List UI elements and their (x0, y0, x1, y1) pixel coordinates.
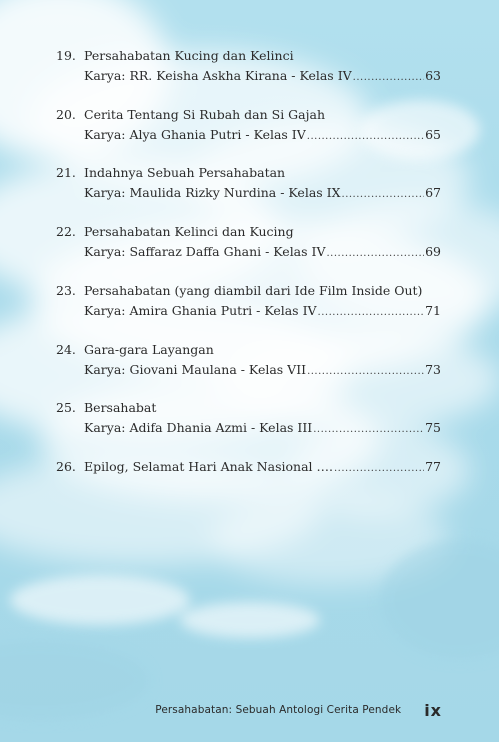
entry-page-number: 71 (425, 303, 441, 318)
dot-leader (313, 420, 424, 440)
entry-author: Karya: Maulida Rizky Nurdina - Kelas IX (84, 185, 341, 200)
dot-leader (327, 244, 425, 264)
entry-title-line (84, 457, 441, 479)
entry-author: Karya: Saffaraz Daffa Ghani - Kelas IV (84, 244, 326, 259)
entry-number: 19. (56, 48, 76, 63)
dot-leader (342, 185, 425, 205)
entry-author: Karya: Giovani Maulana - Kelas VII (84, 362, 307, 377)
entry-title: Persahabatan Kelinci dan Kucing (84, 224, 294, 239)
entry-author: Karya: RR. Keisha Askha Kirana - Kelas IV (84, 68, 352, 83)
entry-title: Indahnya Sebuah Persahabatan (84, 165, 286, 180)
entry-author: Karya: Amira Ghania Putri - Kelas IV (84, 303, 317, 318)
entry-author-line (84, 360, 441, 382)
entry-author-line (84, 125, 441, 147)
entry-number: 21. (56, 165, 76, 180)
entry-author-line (84, 183, 441, 205)
entry-page-number: 77 (425, 459, 441, 474)
entry-title: Persahabatan (yang diambil dari Ide Film Inside Out) (84, 283, 423, 298)
dot-leader (318, 303, 425, 323)
entry-author-line (84, 66, 441, 88)
entry-page-number: 67 (425, 185, 441, 200)
entry-page-number: 65 (425, 127, 441, 142)
entry-page-number: 69 (425, 244, 441, 259)
entry-author: Karya: Adifa Dhania Azmi - Kelas III (84, 420, 313, 435)
dot-leader (307, 127, 424, 147)
dot-leader (307, 362, 424, 382)
entry-title: Bersahabat (84, 400, 157, 415)
entry-title: Cerita Tentang Si Rubah dan Si Gajah (84, 107, 326, 122)
entry-page-number: 75 (425, 420, 441, 435)
entry-page-number: 73 (425, 362, 441, 377)
entry-author-line (84, 242, 441, 264)
entry-number: 20. (56, 107, 76, 122)
entry-page-number: 63 (425, 68, 441, 83)
entry-title: Persahabatan Kucing dan Kelinci (84, 48, 294, 63)
book-title: Persahabatan: Sebuah Antologi Cerita Pendek (155, 704, 402, 716)
entry-title: Epilog, Selamat Hari Anak Nasional …. (84, 459, 333, 474)
entry-number: 25. (56, 400, 76, 415)
entry-author-line (84, 418, 441, 440)
dot-leader (353, 68, 424, 88)
entry-number: 24. (56, 342, 76, 357)
entry-number: 22. (56, 224, 76, 239)
dot-leader (334, 459, 424, 479)
entry-number: 26. (56, 459, 76, 474)
page-footer (155, 698, 442, 722)
entry-title: Gara-gara Layangan (84, 342, 214, 357)
entry-author: Karya: Alya Ghania Putri - Kelas IV (84, 127, 306, 142)
entry-author-line (84, 301, 441, 323)
entry-number: 23. (56, 283, 76, 298)
folio-page-number: ix (424, 700, 442, 720)
